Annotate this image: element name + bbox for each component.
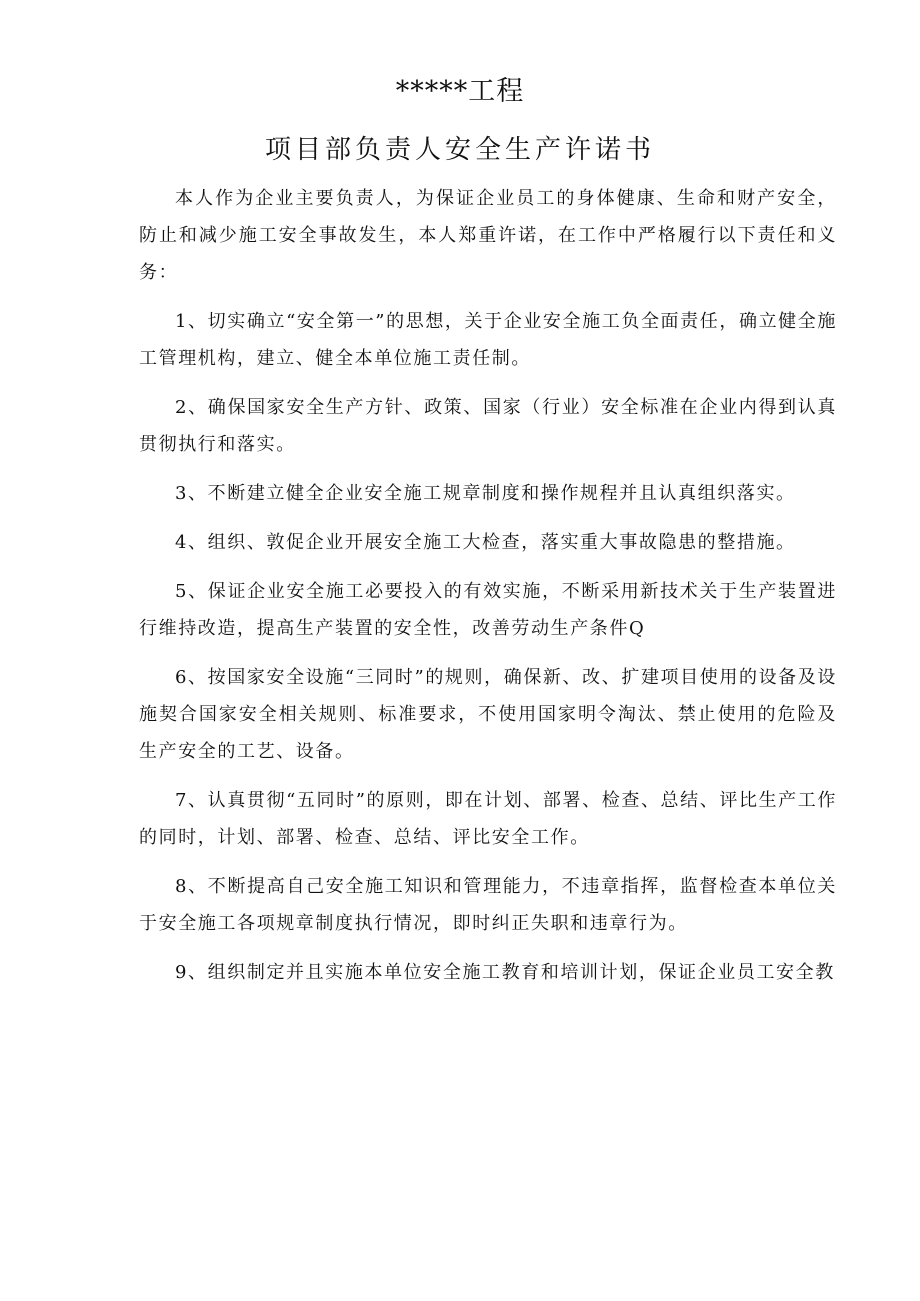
document-body [139, 180, 837, 1003]
paragraph-item-7: 7、认真贯彻“五同时”的原则，即在计划、部署、检查、总结、评比生产工作的同时，计划、部署、检查、总结、评比安全工作。 [139, 790, 837, 848]
paragraph-item-4: 4、组织、敦促企业开展安全施工大检查，落实重大事故隐患的整措施。 [175, 532, 796, 553]
paragraph-item-2: 2、确保国家安全生产方针、政策、国家（行业）安全标准在企业内得到认真贯彻执行和落实。 [139, 397, 837, 455]
paragraph-item-9: 9、组织制定并且实施本单位安全施工教育和培训计划，保证企业员工安全教 [175, 962, 835, 983]
document-subtitle: 项目部负责人安全生产许诺书 [264, 135, 655, 165]
paragraph-intro: 本人作为企业主要负责人，为保证企业员工的身体健康、生命和财产安全，防止和减少施工安全事故发生，本人郑重许诺，在工作中严格履行以下责任和义务： [139, 188, 837, 283]
paragraph-item-6: 6、按国家安全设施“三同时”的规则，确保新、改、扩建项目使用的设备及设施契合国家安全相关规则、标准要求，不使用国家明令淘汰、禁止使用的危险及生产安全的工艺、设备。 [139, 667, 837, 762]
paragraph-item-1: 1、切实确立“安全第一”的思想，关于企业安全施工负全面责任，确立健全施工管理机构，建立、健全本单位施工责任制。 [139, 311, 837, 369]
paragraph-item-5: 5、保证企业安全施工必要投入的有效实施，不断采用新技术关于生产装置进行维持改造，提高生产装置的安全性，改善劳动生产条件Q [139, 581, 837, 639]
paragraph-item-8: 8、不断提高自己安全施工知识和管理能力，不违章指挥，监督检查本单位关于安全施工各项规章制度执行情况，即时纠正失职和违章行为。 [139, 876, 837, 934]
paragraph-item-3: 3、不断建立健全企业安全施工规章制度和操作规程并且认真组织落实。 [175, 483, 796, 504]
document-title: *****工程 [395, 76, 525, 107]
